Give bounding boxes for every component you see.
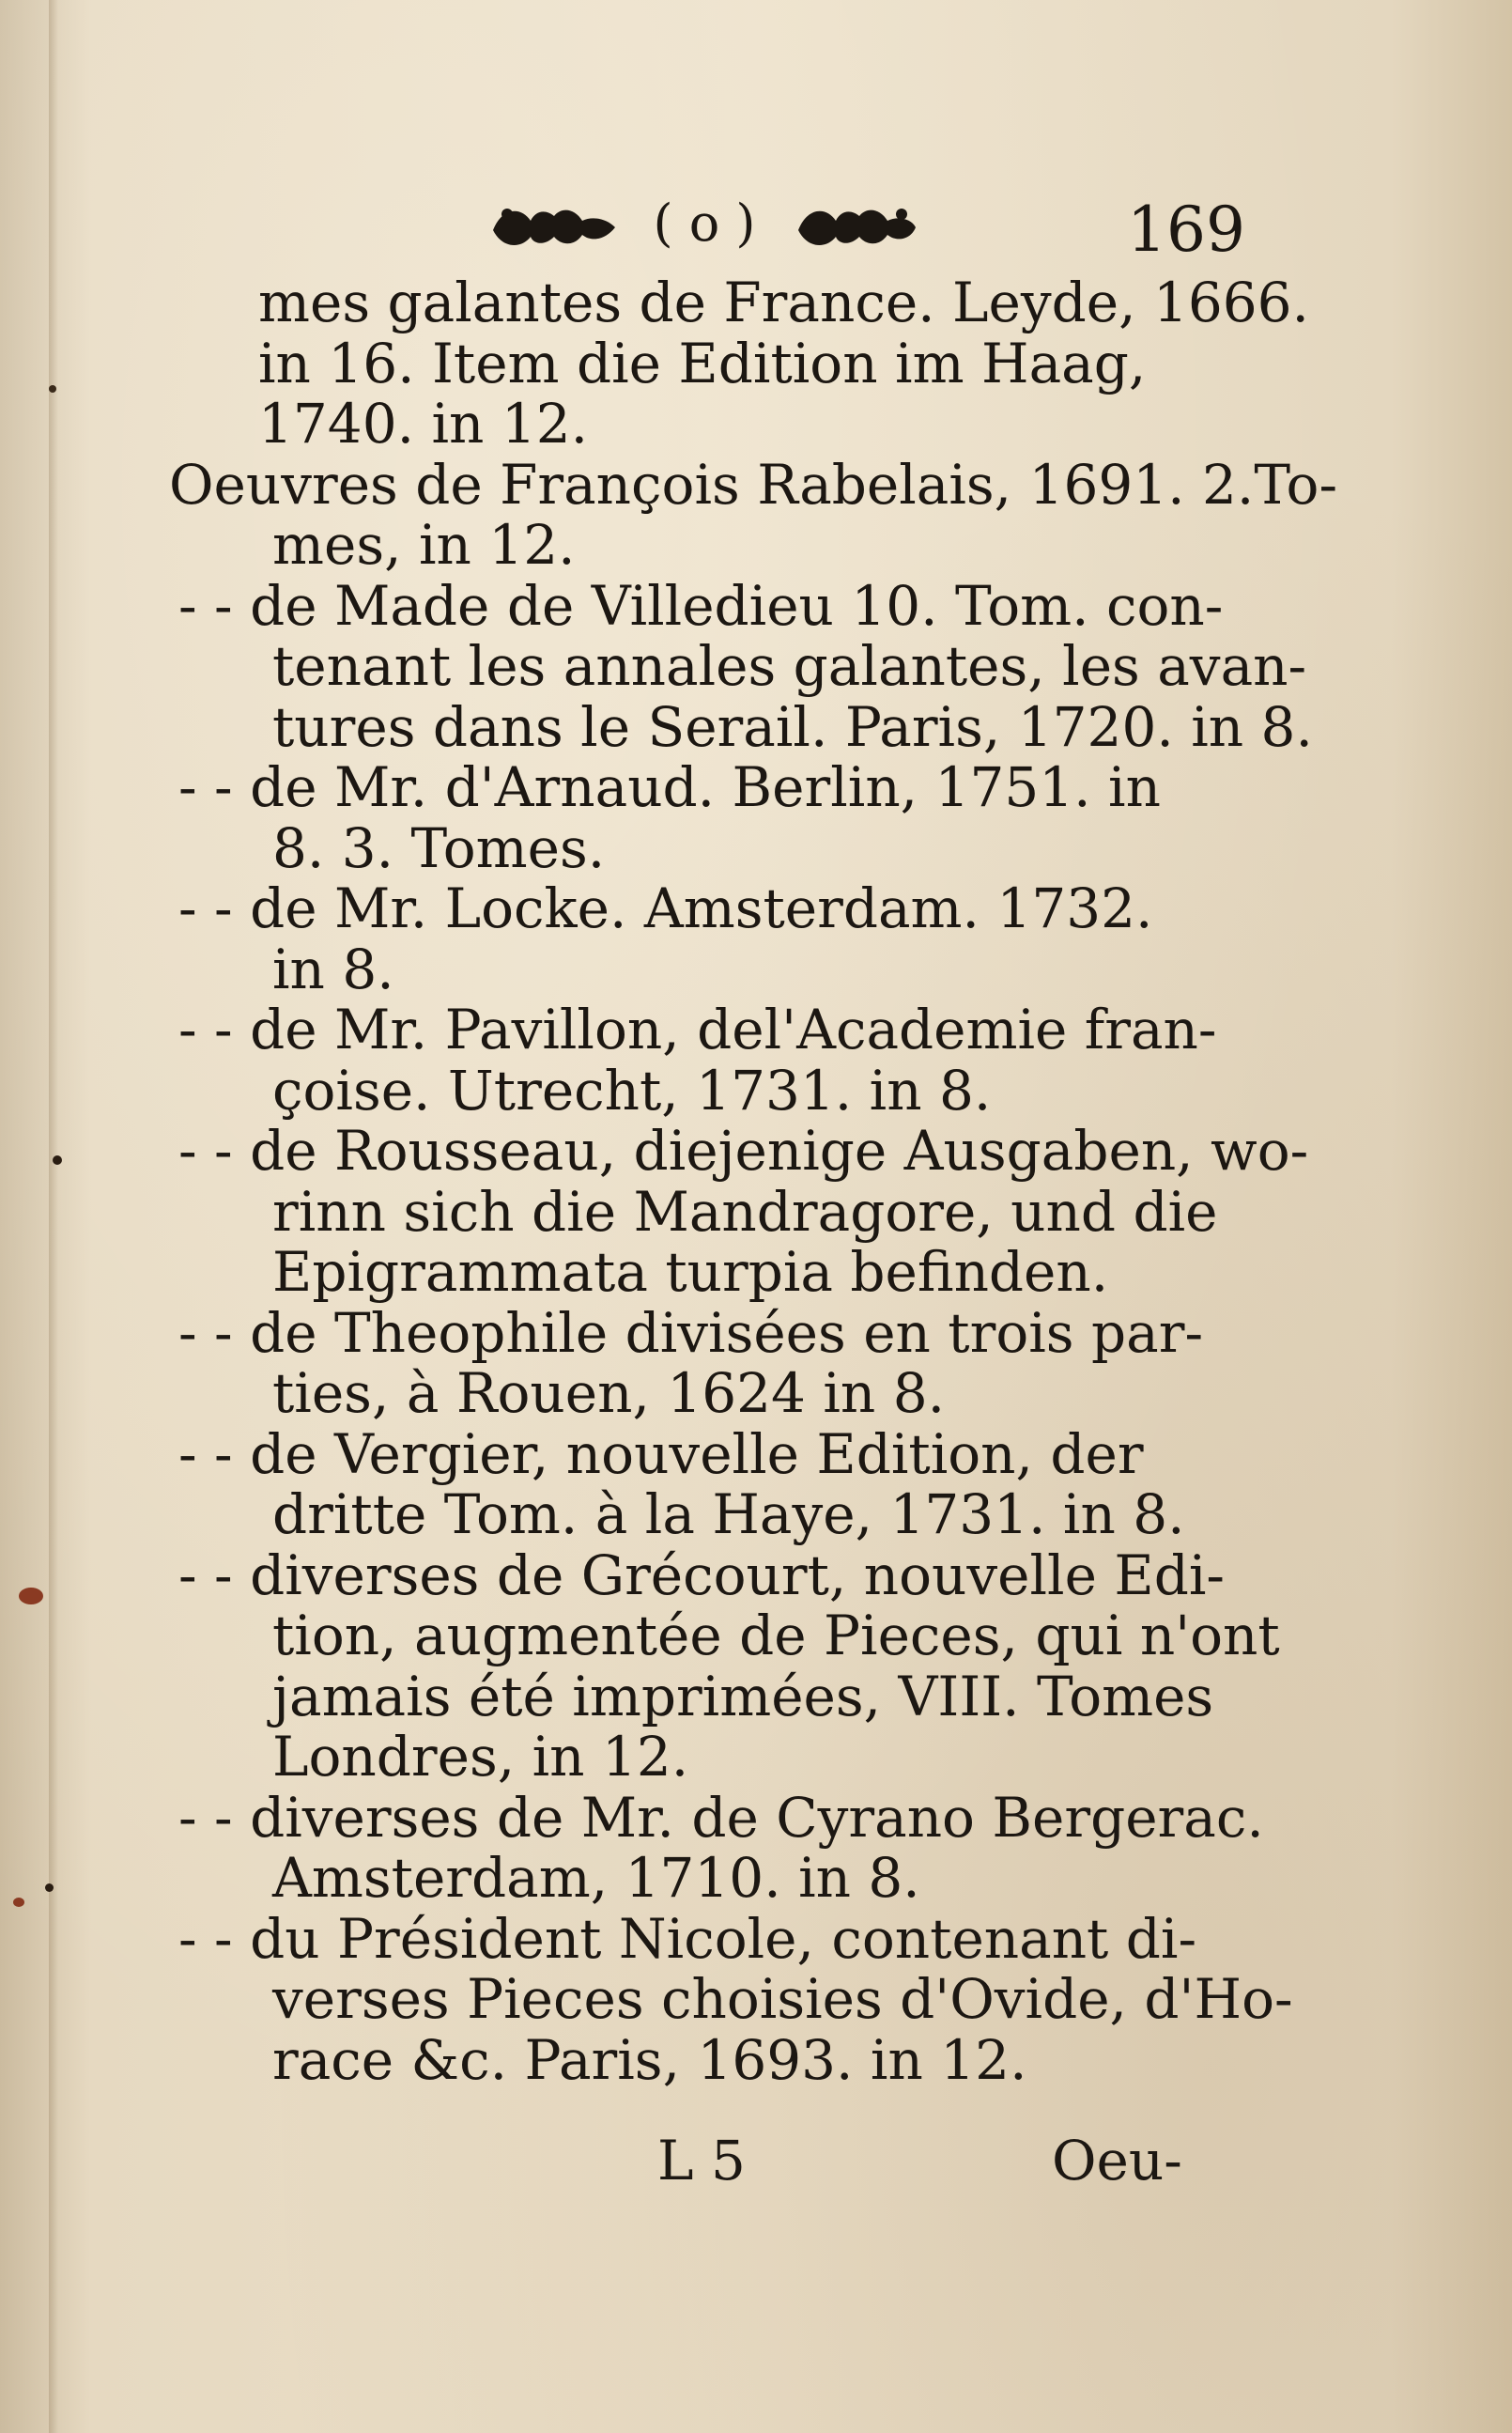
- catalog-entry: Oeuvres de François Rabelais, 1691. 2.To-: [169, 452, 1338, 517]
- text-line: Amsterdam, 1710. in 8.: [272, 1846, 920, 1910]
- text-line: mes galantes de France. Leyde, 1666.: [258, 271, 1309, 334]
- text-line: race &c. Paris, 1693. in 12.: [272, 2027, 1027, 2092]
- text-line: in 8.: [272, 937, 394, 1001]
- catalog-entry: - - de Made de Villedieu 10. Tom. con-: [178, 573, 1224, 638]
- catalog-entry: - - de Vergier, nouvelle Edition, der: [178, 1421, 1144, 1486]
- text-line: Epigrammata turpia befinden.: [272, 1240, 1109, 1304]
- ink-speck: [49, 385, 56, 393]
- catalog-entry: - - diverses de Grécourt, nouvelle Edi-: [178, 1542, 1225, 1607]
- catalog-entry: - - diverses de Mr. de Cyrano Bergerac.: [178, 1785, 1264, 1850]
- catchword: Oeu-: [1052, 2129, 1182, 2193]
- catalog-entry: - - de Mr. d'Arnaud. Berlin, 1751. in: [178, 755, 1161, 819]
- text-line: çoise. Utrecht, 1731. in 8.: [272, 1058, 992, 1123]
- text-line: 1740. in 12.: [258, 392, 589, 456]
- ornament-left-icon: [493, 209, 615, 245]
- catalog-entry: - - de Mr. Locke. Amsterdam. 1732.: [178, 876, 1153, 940]
- page-footer: [0, 2123, 1512, 2208]
- text-line: tion, augmentée de Pieces, qui n'ont: [272, 1604, 1280, 1667]
- text-line: mes, in 12.: [272, 513, 576, 577]
- text-line: Londres, in 12.: [272, 1725, 689, 1789]
- ornament-right-icon: [798, 209, 916, 245]
- text-line: ties, à Rouen, 1624 in 8.: [272, 1361, 946, 1425]
- header-ornament: [488, 188, 920, 263]
- catalog-entry: - - de Rousseau, diejenige Ausgaben, wo-: [178, 1119, 1309, 1183]
- signature-mark: L 5: [657, 2129, 746, 2193]
- catalog-entry: - - de Mr. Pavillon, del'Academie fran-: [178, 998, 1217, 1062]
- text-line: verses Pieces choisies d'Ovide, d'Ho-: [272, 1967, 1293, 2031]
- stain-speck: [19, 1588, 43, 1604]
- stain-speck: [13, 1898, 24, 1907]
- catalog-entry: - - de Theophile divisées en trois par-: [178, 1300, 1204, 1365]
- text-line: in 16. Item die Edition im Haag,: [258, 331, 1147, 395]
- text-line: dritte Tom. à la Haye, 1731. in 8.: [272, 1482, 1185, 1546]
- text-line: jamais été imprimées, VIII. Tomes: [272, 1664, 1214, 1728]
- ink-speck: [45, 1883, 54, 1892]
- text-line: 8. 3. Tomes.: [272, 815, 606, 880]
- catalog-text-block: [169, 271, 1338, 2092]
- catalog-entry: - - du Président Nicole, contenant di-: [178, 1906, 1197, 1971]
- ink-speck: [53, 1155, 62, 1165]
- text-line: tenant les annales galantes, les avan-: [272, 634, 1307, 698]
- text-line: tures dans le Serail. Paris, 1720. in 8.: [272, 694, 1313, 759]
- text-line: rinn sich die Mandragore, und die: [272, 1179, 1218, 1244]
- ornament-center-text: ( o ): [653, 194, 756, 253]
- page-fold-shadow: [49, 0, 58, 2433]
- page-number: 169: [1127, 194, 1245, 266]
